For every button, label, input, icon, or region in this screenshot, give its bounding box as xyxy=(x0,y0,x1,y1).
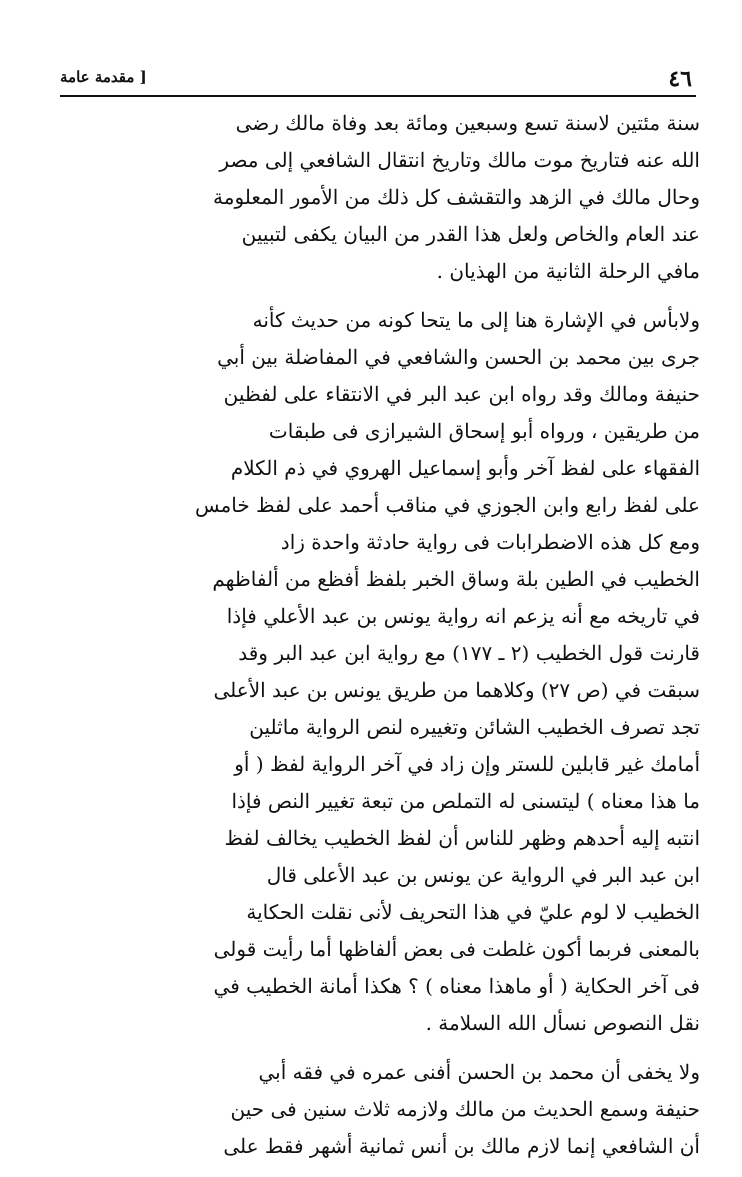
text-line: انتبه إليه أحدهم وظهر للناس أن لفظ الخطيب يخالف لفظ xyxy=(224,826,700,850)
text-line: حنيفة وسمع الحديث من مالك ولازمه ثلاث سنين فى حين xyxy=(230,1097,700,1121)
text-line: تجد تصرف الخطيب الشائن وتغييره لنص الرواية ماثلين xyxy=(249,715,700,739)
text-line: سبقت في (ص ٢٧) وكلاهما من طريق يونس بن عبد الأعلى xyxy=(213,678,700,702)
text-line: في تاريخه مع أنه يزعم انه رواية يونس بن عبد الأعلي فإذا xyxy=(226,604,700,628)
text-line: على لفظ رابع وابن الجوزي في مناقب أحمد على لفظ خامس xyxy=(195,493,700,517)
text-line: ولابأس في الإشارة هنا إلى ما يتحا كونه من حديث كأنه xyxy=(252,308,700,332)
text-line: ومع كل هذه الاضطرابات فى رواية حادثة واحدة زاد xyxy=(280,530,700,554)
running-title: [ مقدمة عامة xyxy=(60,68,147,86)
text-line: وحال مالك في الزهد والتقشف كل ذلك من الأمور المعلومة xyxy=(213,185,700,209)
text-line: مافي الرحلة الثانية من الهذيان . xyxy=(436,259,700,283)
text-line: قارنت قول الخطيب (٢ ـ ١٧٧) مع رواية ابن عبد البر وقد xyxy=(238,641,700,665)
text-line: حنيفة ومالك وقد رواه ابن عبد البر في الانتقاء على لفظين xyxy=(223,382,700,406)
page-number: ٤٦ xyxy=(668,66,692,92)
text-line: الخطيب لا لوم عليّ في هذا التحريف لأنى نقلت الحكاية xyxy=(246,900,700,924)
body-text xyxy=(62,105,700,1177)
text-line: أن الشافعي إنما لازم مالك بن أنس ثمانية أشهر فقط على xyxy=(223,1134,700,1158)
text-line: سنة مئتين لاسنة تسع وسبعين ومائة بعد وفاة مالك رضى xyxy=(235,111,700,135)
page-header xyxy=(60,60,692,90)
header-rule xyxy=(60,95,696,97)
text-line: الله عنه فتاريخ موت مالك وتاريخ انتقال الشافعي إلى مصر xyxy=(219,148,700,172)
text-line: نقل النصوص نسأل الله السلامة . xyxy=(425,1011,700,1035)
text-line: ما هذا معناه ) ليتسنى له التملص من تبعة تغيير النص فإذا xyxy=(231,789,700,813)
text-line: من طريقين ، ورواه أبو إسحاق الشيرازى فى طبقات xyxy=(268,419,700,443)
text-line: الخطيب في الطين بلة وساق الخبر بلفظ أفظع من ألفاظهم xyxy=(212,567,700,591)
text-line: ولا يخفى أن محمد بن الحسن أفنى عمره في فقه أبي xyxy=(258,1060,700,1084)
text-line: فى آخر الحكاية ( أو ماهذا معناه ) ؟ هكذا أمانة الخطيب في xyxy=(213,974,700,998)
paragraph xyxy=(62,302,700,1042)
text-line: الفقهاء على لفظ آخر وأبو إسماعيل الهروي في ذم الكلام xyxy=(230,456,700,480)
text-line: جرى بين محمد بن الحسن والشافعي في المفاضلة بين أبي xyxy=(217,345,700,369)
text-line: بالمعنى فربما أكون غلطت فى بعض ألفاظها أما رأيت قولى xyxy=(213,937,700,961)
text-line: أمامك غير قابلين للستر وإن زاد في آخر الرواية لفظ ( أو xyxy=(234,752,700,776)
paragraph xyxy=(62,1054,700,1165)
text-line: ابن عبد البر في الرواية عن يونس بن عبد الأعلى قال xyxy=(266,863,700,887)
text-line: عند العام والخاص ولعل هذا القدر من البيان يكفى لتبيين xyxy=(241,222,700,246)
paragraph xyxy=(62,105,700,290)
